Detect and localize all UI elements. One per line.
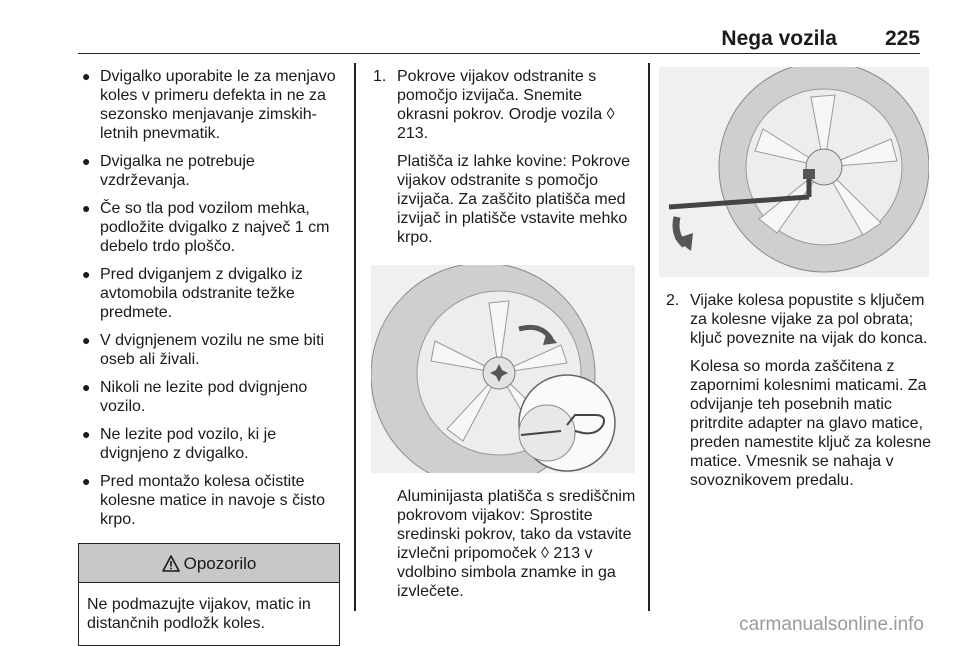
wheel-cap-removal-illustration [371, 265, 635, 473]
wheel-wrench-illustration [659, 67, 929, 277]
bullet-item: ● Pred montažo kolesa očistite kolesne matice in navoje s čisto krpo. [82, 473, 325, 528]
step-number: 1. [373, 68, 387, 85]
bullet-item: ● Ne lezite pod vozilo, ki je dvignjeno z dvigalko. [82, 426, 277, 462]
warning-text: Ne podmazujte vijakov, matic in distančnih podložk koles. [87, 596, 311, 632]
page-number: 225 [884, 27, 920, 50]
column-3 [664, 67, 934, 490]
page-header [78, 27, 920, 54]
bullet-item: ● Pred dviganjem z dvigalko iz avtomobila odstranite težke predmete. [82, 266, 303, 321]
step-2 [664, 291, 934, 348]
bullet-dot-icon: ● [82, 68, 91, 84]
column-2 [371, 67, 637, 601]
paragraph: Kolesa so morda zaščitena z zapornimi kolesnimi maticami. Za odvijanje teh posebnih matic pritrdite adapter na glavo matice, preden namestite ključ za kolesne matice. Vmesnik se nahaja v sovoznikovem predalu. [690, 358, 932, 489]
bullet-dot-icon: ● [82, 153, 91, 169]
column-1 [78, 67, 340, 646]
bullet-item: ● V dvignjenem vozilu ne sme biti oseb ali živali. [82, 332, 325, 368]
column-divider-2 [648, 63, 650, 611]
section-title: Nega vozila [721, 27, 837, 50]
watermark: carmanualsonline.info [739, 614, 924, 635]
step-number: 2. [666, 292, 680, 309]
bullet-dot-icon: ● [82, 379, 91, 395]
paragraph: Platišča iz lahke kovine: Pokrove vijakov odstranite s pomočjo izvijača. Za zaščito platišča med izvijač in platišče vstavite mehko krpo. [397, 153, 630, 246]
bullet-dot-icon: ● [82, 332, 91, 348]
step-text: Pokrove vijakov odstranite s pomočjo izvijača. Snemite okrasni pokrov. Orodje vozila ◊ 213. [397, 68, 615, 142]
bullet-item: ● Če so tla pod vozilom mehka, podložite dvigalko z največ 1 cm debelo trdo ploščo. [82, 200, 330, 255]
step-1 [371, 67, 637, 143]
bullet-item: ● Dvigalka ne potrebuje vzdrževanja. [82, 153, 255, 189]
warning-box [78, 543, 340, 646]
bullet-item: ● Dvigalko uporabite le za menjavo koles v primeru defekta in ne za sezonsko menjavanje zimskih-letnih pnevmatik. [82, 68, 336, 142]
illustration-caption: Aluminijasta platišča s središčnim pokrovom vijakov: Sprostite sredinski pokrov, tako da vstavite izvlečni pripomoček ◊ 213 v vdolbino simbola znamke in ga izvlečete. [397, 488, 636, 600]
bullet-dot-icon: ● [82, 426, 91, 442]
bullet-item: ● Nikoli ne lezite pod dvignjeno vozilo. [82, 379, 308, 415]
warning-title: Opozorilo [183, 553, 257, 573]
step-text: Vijake kolesa popustite s ključem za kolesne vijake za pol obrata; ključ poveznite na vijak do konca. [690, 292, 928, 347]
warning-triangle-icon [162, 555, 180, 572]
column-divider-1 [354, 63, 356, 611]
bullet-dot-icon: ● [82, 266, 91, 282]
bullet-dot-icon: ● [82, 473, 91, 489]
bullet-dot-icon: ● [82, 200, 91, 216]
warning-header [79, 544, 339, 583]
